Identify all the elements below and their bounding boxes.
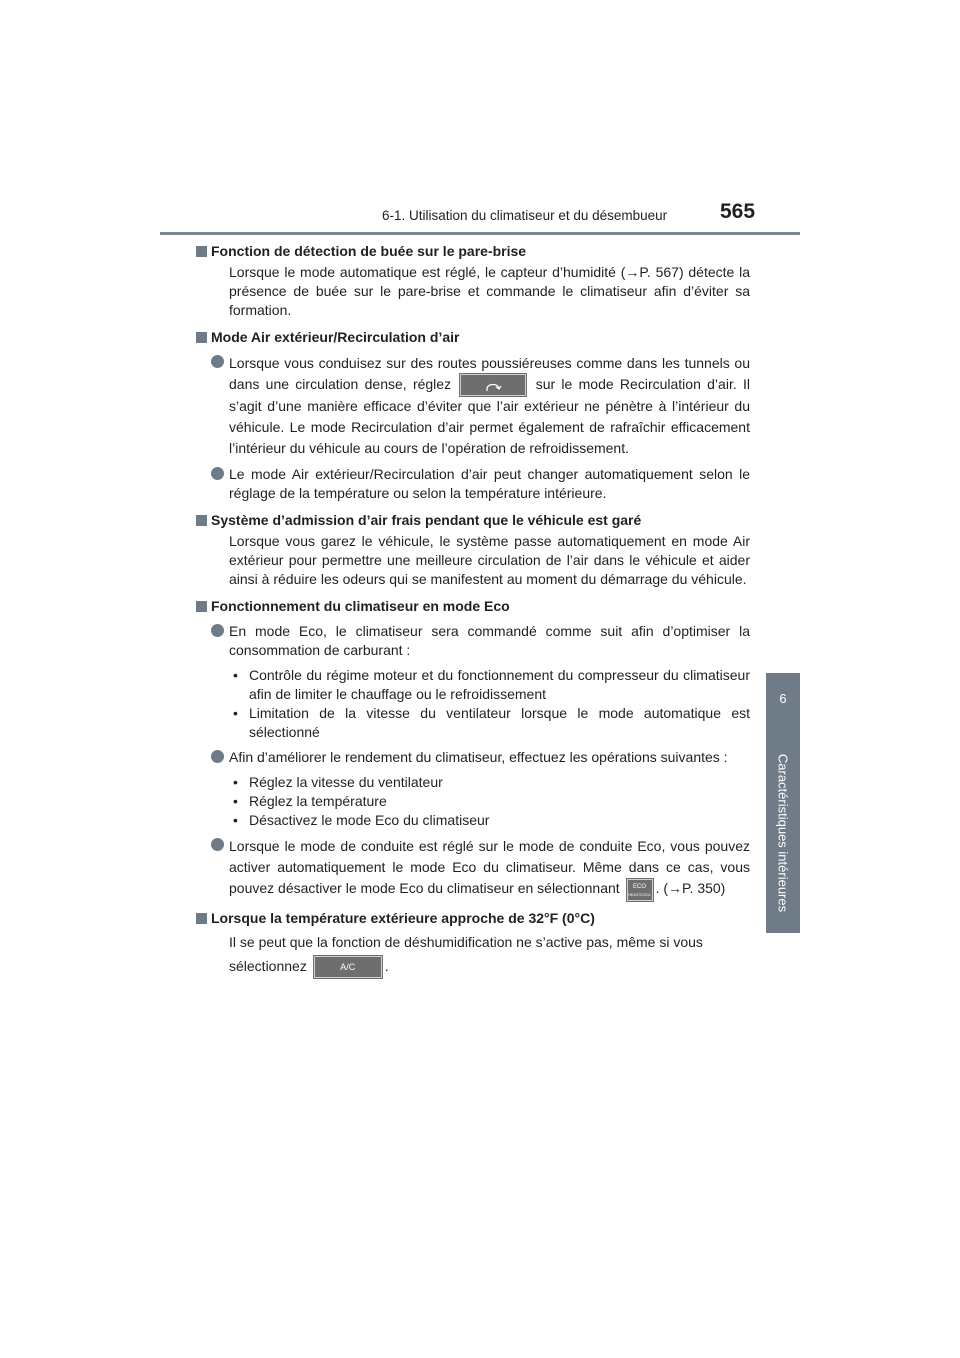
chapter-title-box <box>766 743 800 923</box>
header-rule <box>160 232 800 235</box>
section-heading-eco-mode: Fonctionnement du climatiseur en mode Eco <box>211 597 750 616</box>
section-heading-air-mode: Mode Air extérieur/Recirculation d’air <box>211 328 750 347</box>
eco-sub-item: • Limitation de la vitesse du ventilateur lorsque le mode automatique est sélectionné <box>249 704 750 742</box>
air-mode-bullet-2: Le mode Air extérieur/Recirculation d’air peut changer automatiquement selon le réglage de la température ou selon la température intérieure. <box>229 465 750 503</box>
section-heading-low-temp: Lorsque la température extérieure approche de 32°F (0°C) <box>211 909 750 928</box>
recirculation-icon <box>484 380 502 392</box>
eco-sub-item: • Réglez la température <box>249 792 750 811</box>
mist-detection-text: Lorsque le mode automatique est réglé, le capteur d’humidité (→P. 567) détecte la présence de buée sur le pare-brise et commande le climatiseur afin d’éviter sa formation. <box>229 264 750 318</box>
bullet-dot-icon <box>211 467 224 480</box>
heading-square-icon <box>196 913 207 924</box>
air-mode-bullet-1: Lorsque vous conduisez sur des routes poussiéreuses comme dans les tunnels ou dans une circulation dense, réglez sur le mode Recirculation d’air. Il s’agit d’une manière efficace d’éviter que l’air extérieur ne pénètre à l’intérieur du véhicule. Le mode Recirculation d’air permet également de rafraîchir efficacement l’intérieur du véhicule au cours de l’opération de refroidissement. <box>229 353 750 459</box>
heading-square-icon <box>196 601 207 612</box>
bullet-dot-icon <box>211 750 224 763</box>
chapter-tab[interactable] <box>766 673 800 933</box>
recirculation-button <box>460 374 526 396</box>
eco-heat-cool-button: ECO HEAT/COOL <box>627 879 653 901</box>
bullet-dot-icon <box>211 624 224 637</box>
section-title: 6-1. Utilisation du climatiseur et du désembueur <box>382 208 668 223</box>
page-number: 565 <box>720 200 756 223</box>
section-heading-mist-detection: Fonction de détection de buée sur le pare-brise <box>211 242 750 261</box>
eco-bullet-3: Lorsque le mode de conduite est réglé sur le mode de conduite Eco, vous pouvez activer automatiquement le mode Eco du climatiseur. Même dans ce cas, vous pouvez désactiver le mode Eco du climatiseur en sélectionnant ECO HEAT/COOL . (→P. 350) <box>229 836 750 900</box>
eco-sub-item: • Contrôle du régime moteur et du fonctionnement du compresseur du climatiseur afin de limiter le chauffage ou le refroidissement <box>249 666 750 704</box>
eco-sub-item: • Réglez la vitesse du ventilateur <box>249 773 750 792</box>
chapter-number: 6 <box>779 691 787 706</box>
heading-square-icon <box>196 246 207 257</box>
section-heading-fresh-air: Système d’admission d’air frais pendant que le véhicule est garé <box>211 511 750 530</box>
low-temp-text: Il se peut que la fonction de déshumidification ne s’active pas, même si vous sélectionnez A/C . <box>229 930 750 978</box>
ac-button: A/C <box>314 956 382 978</box>
eco-bullet-1: En mode Eco, le climatiseur sera commandé comme suit afin d’optimiser la consommation de carburant : <box>229 622 750 660</box>
eco-bullet-2: Afin d’améliorer le rendement du climatiseur, effectuez les opérations suivantes : <box>229 748 750 767</box>
heading-square-icon <box>196 515 207 526</box>
bullet-dot-icon <box>211 355 224 368</box>
page-content <box>211 242 750 978</box>
bullet-dot-icon <box>211 838 224 851</box>
eco-sub-item: • Désactivez le mode Eco du climatiseur <box>249 811 750 830</box>
chapter-title: Caractéristiques intérieures <box>775 753 791 913</box>
fresh-air-text: Lorsque vous garez le véhicule, le système passe automatiquement en mode Air extérieur pour permettre une meilleure circulation de l’air dans le véhicule et aider ainsi à réduire les odeurs qui se manifestent au moment du démarrage du véhicule. <box>229 533 750 588</box>
heading-square-icon <box>196 332 207 343</box>
